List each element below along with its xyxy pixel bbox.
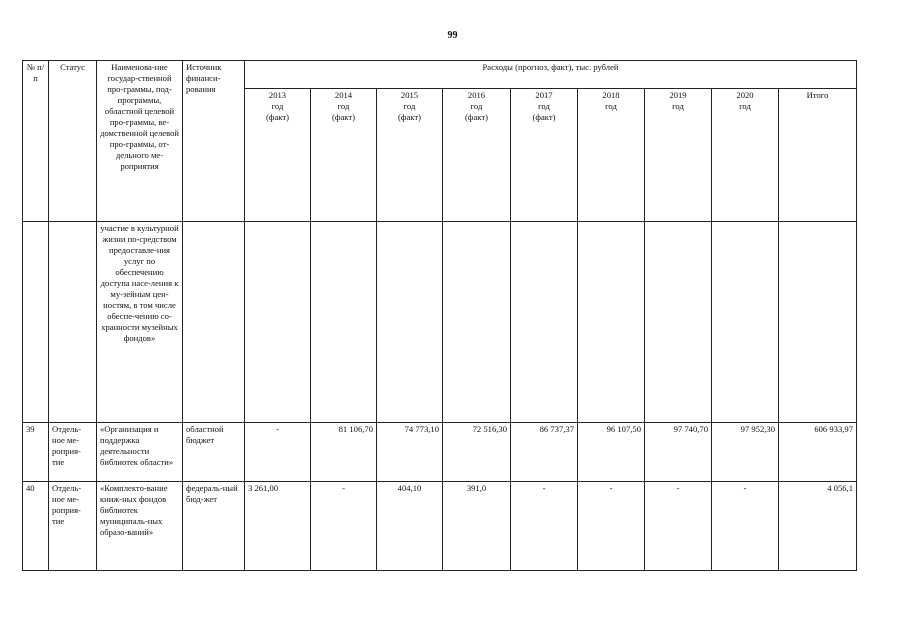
header-year-2020 xyxy=(712,89,779,222)
header-year-2019 xyxy=(645,89,712,222)
year-word: год xyxy=(403,101,416,111)
header-total: Итого xyxy=(779,89,857,222)
year-label: 2017 xyxy=(535,90,553,100)
header-num: № п/п xyxy=(23,61,49,222)
header-year-2013 xyxy=(245,89,311,222)
year-label: 2015 xyxy=(400,90,419,100)
row-name: участие в культурной жизни по-средством предоставле-ния услуг по обеспечению доступа насе-ления к му-зейным цен-ностям, в том числе обеспе-чению со-хранности музейных фондов» xyxy=(97,222,183,423)
row-value-2015: 74 773,10 xyxy=(377,423,443,482)
row-value-2016: 391,0 xyxy=(443,482,511,571)
row-num: 40 xyxy=(23,482,49,571)
year-note: (факт) xyxy=(398,112,421,122)
row-name: «Организация и поддержка деятельности библиотек области» xyxy=(97,423,183,482)
row-source xyxy=(183,222,245,423)
row-total xyxy=(779,222,857,423)
year-word: год xyxy=(672,101,684,111)
row-value-2016: 72 516,30 xyxy=(443,423,511,482)
row-value-2013: - xyxy=(245,423,311,482)
row-value-2019 xyxy=(645,222,712,423)
row-source: областной бюджет xyxy=(183,423,245,482)
year-label: 2013 xyxy=(268,90,287,100)
header-expenses: Расходы (прогноз, факт), тыс. рублей xyxy=(245,61,857,89)
row-num: 39 xyxy=(23,423,49,482)
row-value-2016 xyxy=(443,222,511,423)
row-value-2017 xyxy=(511,222,578,423)
row-value-2018 xyxy=(578,222,645,423)
year-note: (факт) xyxy=(266,112,289,122)
row-status: Отдель-ное ме-роприя-тие xyxy=(49,482,97,571)
row-value-2014: - xyxy=(311,482,377,571)
row-value-2014 xyxy=(311,222,377,423)
header-source: Источник финанси-рования xyxy=(183,61,245,222)
row-status: Отдель-ное ме-роприя-тие xyxy=(49,423,97,482)
year-word: год xyxy=(271,101,284,111)
header-name: Наименова-ние государ-ственной про-граммы, под-программы, областной целевой про-граммы, ве-домственной целевой про-граммы, от-дельного ме-роприятия xyxy=(97,61,183,222)
row-value-2019: 97 740,70 xyxy=(645,423,712,482)
row-value-2020: - xyxy=(712,482,779,571)
row-value-2015 xyxy=(377,222,443,423)
year-label: 2018 xyxy=(602,90,620,100)
row-value-2013 xyxy=(245,222,311,423)
year-label: 2016 xyxy=(467,90,486,100)
page-number: 99 xyxy=(447,30,458,41)
year-label: 2020 xyxy=(736,90,754,100)
row-value-2015: 404,10 xyxy=(377,482,443,571)
year-note: (факт) xyxy=(332,112,355,122)
row-value-2018: - xyxy=(578,482,645,571)
year-word: год xyxy=(538,101,550,111)
year-word: год xyxy=(470,101,483,111)
year-label: 2014 xyxy=(334,90,353,100)
table-row xyxy=(23,222,857,423)
header-status: Статус xyxy=(49,61,97,222)
row-value-2019: - xyxy=(645,482,712,571)
header-row xyxy=(23,61,857,89)
year-label: 2019 xyxy=(669,90,687,100)
row-value-2020 xyxy=(712,222,779,423)
row-total: 4 056,1 xyxy=(779,482,857,571)
year-word: год xyxy=(337,101,350,111)
budget-table xyxy=(22,60,857,571)
header-year-2014 xyxy=(311,89,377,222)
header-year-2018 xyxy=(578,89,645,222)
year-note: (факт) xyxy=(465,112,488,122)
row-source: федераль-ный бюд-жет xyxy=(183,482,245,571)
row-value-2017: - xyxy=(511,482,578,571)
row-status xyxy=(49,222,97,423)
row-name: «Комплекто-вание книж-ных фондов библиотек муниципаль-ных образо-ваний» xyxy=(97,482,183,571)
row-value-2018: 96 107,50 xyxy=(578,423,645,482)
header-year-2016 xyxy=(443,89,511,222)
row-value-2020: 97 952,30 xyxy=(712,423,779,482)
row-value-2014: 81 106,70 xyxy=(311,423,377,482)
year-note: (факт) xyxy=(532,112,556,122)
header-year-2017 xyxy=(511,89,578,222)
header-year-2015 xyxy=(377,89,443,222)
row-total: 606 933,97 xyxy=(779,423,857,482)
table-row xyxy=(23,423,857,482)
table-row xyxy=(23,482,857,571)
row-value-2013: 3 261,00 xyxy=(245,482,311,571)
row-value-2017: 86 737,37 xyxy=(511,423,578,482)
year-word: год xyxy=(605,101,617,111)
year-word: год xyxy=(739,101,751,111)
row-num xyxy=(23,222,49,423)
